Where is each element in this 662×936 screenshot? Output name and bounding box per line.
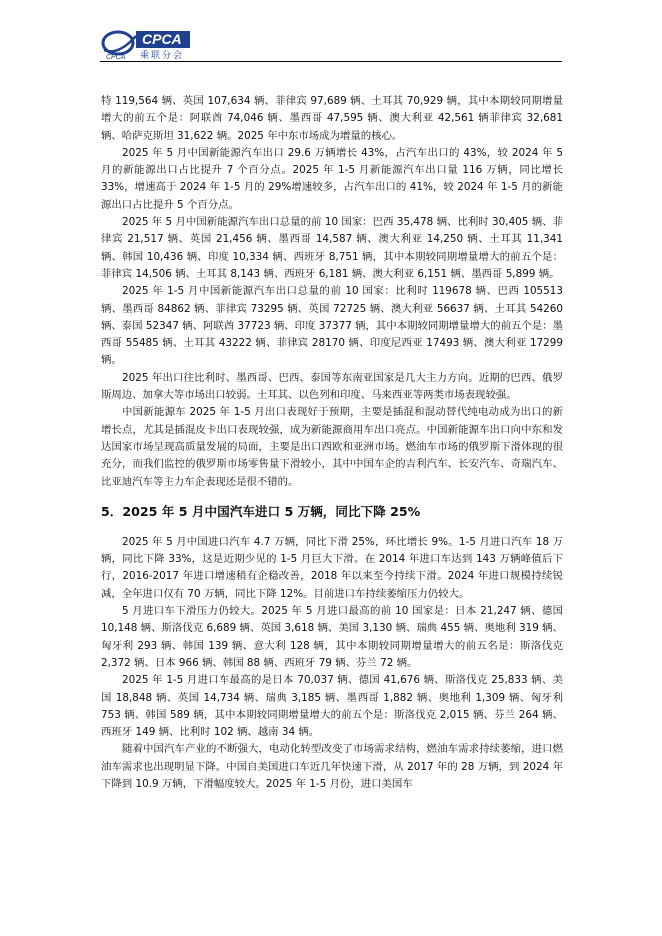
logo-text: CPCA — [136, 31, 190, 48]
paragraph: 中国新能源车 2025 年 1-5 月出口表现好于预期，主要是插混和混动替代纯电动成为出口的新增长点，尤其是插混皮卡出口表现较强，成为新能源商用车出口亮点。中国新能源车出口向中东和发达国家市场呈现高质量发展的局面，主要是出口西欧和亚洲市场。燃油车市场的俄罗斯下滑体现的很充分，而我们监控的俄罗斯市场零售量下滑较小，其中中国车企的吉利汽车、长安汽车、奇瑞汽车、比亚迪汽车等主力车企表现还是很不错的。 — [101, 406, 563, 488]
paragraph: 特 119,564 辆、英国 107,634 辆、菲律宾 97,689 辆、土耳其 70,929 辆，其中本期较同期增量增大的前五个是：阿联酋 74,046 辆、墨西哥 47,595 辆、澳大利亚 42,561 辆菲律宾 32,681 辆、哈萨克斯坦 31,622 辆。2025 年中东市场成为增量的核心。 — [101, 95, 563, 142]
cpca-logo-icon — [100, 26, 140, 60]
logo-subtitle: 乘联分会 — [140, 51, 185, 61]
header-rule — [100, 61, 562, 62]
paragraph: 2025 年 1-5 月中国新能源汽车出口总量的前 10 国家：比利时 119678 辆、巴西 105513 辆、墨西哥 84862 辆、菲律宾 73295 辆、英国 72725 辆、澳大利亚 56637 辆、土耳其 54260 辆、泰国 52347 辆、阿联酋 37723 辆、印度 37377 辆，其中本期较同期增量增大的前五个是：墨西哥 55485 辆、土耳其 43222 辆、菲律宾 28170 辆、印度尼西亚 17493 辆、澳大利亚 17299 辆。 — [101, 285, 563, 367]
paragraph: 2025 年 5 月中国新能源汽车出口总量的前 10 国家：巴西 35,478 辆、比利时 30,405 辆、菲律宾 21,517 辆、英国 21,456 辆、墨西哥 14,587 辆、澳大利亚 14,250 辆、土耳其 11,341 辆、韩国 10,436 辆、印度 10,334 辆、西班牙 8,751 辆，其中本期较同期增量增大的前五个是：菲律宾 14,506 辆、土耳其 8,143 辆、西班牙 6,181 辆、澳大利亚 6,151 辆、墨西哥 5,899 辆。 — [101, 216, 563, 280]
page-header — [100, 26, 562, 60]
section-heading: 5．2025 年 5 月中国汽车进口 5 万辆，同比下降 25% — [101, 503, 421, 519]
document-body — [101, 93, 563, 793]
svg-text:CPCA: CPCA — [106, 54, 126, 60]
paragraph: 随着中国汽车产业的不断强大，电动化转型改变了市场需求结构，燃油车需求持续萎缩，进口燃油车需求也出现明显下降。中国自美国进口车近几年快速下滑，从 2017 年的 28 万辆，到 2024 年下降到 10.9 万辆，下滑幅度较大。2025 年 1-5 月份，进口美国车 — [101, 743, 563, 790]
paragraph: 2025 年 5 月中国新能源汽车出口 29.6 万辆增长 43%，占汽车出口的 43%，较 2024 年 5 月的新能源出口占比提升 7 个百分点。2025 年 1-5 月新能源汽车出口量 116 万辆，同比增长 33%，增速高于 2024 年 1-5 月的 29%增速较多，占汽车出口的 41%，较 2024 年 1-5 月的新能源出口占比提升 5 个百分点。 — [101, 146, 563, 211]
paragraph: 5 月进口车下滑压力仍较大。2025 年 5 月进口最高的前 10 国家是：日本 21,247 辆、德国 10,148 辆、斯洛伐克 6,689 辆、英国 3,618 辆、美国 3,130 辆、瑞典 455 辆、奥地利 319 辆、匈牙利 293 辆、韩国 139 辆、意大利 128 辆，其中本期较同期增量增大的前五名是：斯洛伐克 2,372 辆、日本 966 辆、韩国 88 辆、西班牙 79 辆、芬兰 72 辆。 — [101, 605, 563, 669]
paragraph: 2025 年 1-5 月进口车最高的是日本 70,037 辆、德国 41,676 辆、斯洛伐克 25,833 辆、美国 18,848 辆、英国 14,734 辆、瑞典 3,185 辆、墨西哥 1,882 辆、奥地利 1,309 辆、匈牙利 753 辆、韩国 589 辆，其中本期较同期增量增大的前五个是：斯洛伐克 2,015 辆、芬兰 264 辆、西班牙 149 辆、比利时 102 辆、越南 34 辆。 — [101, 674, 563, 739]
paragraph: 2025 年 5 月中国进口汽车 4.7 万辆，同比下滑 25%，环比增长 9%。1-5 月进口汽车 18 万辆，同比下降 33%，这是近期少见的 1-5 月巨大下滑。在 2014 年进口车达到 143 万辆峰值后下行，2016-2017 年进口增速稍有企稳改善，2018 年以来至今持续下滑。2024 年进口规模持续锐减，全年进口仅有 70 万辆，同比下降 12%。目前进口车持续萎缩压力仍较大。 — [101, 535, 563, 600]
paragraph: 2025 年出口往比利时、墨西哥、巴西、泰国等东南亚国家是几大主力方向。近期的巴西、俄罗斯周边、加拿大等市场出口较弱。土耳其、以色列和印度、马来西亚等两类市场表现较强。 — [101, 371, 563, 402]
